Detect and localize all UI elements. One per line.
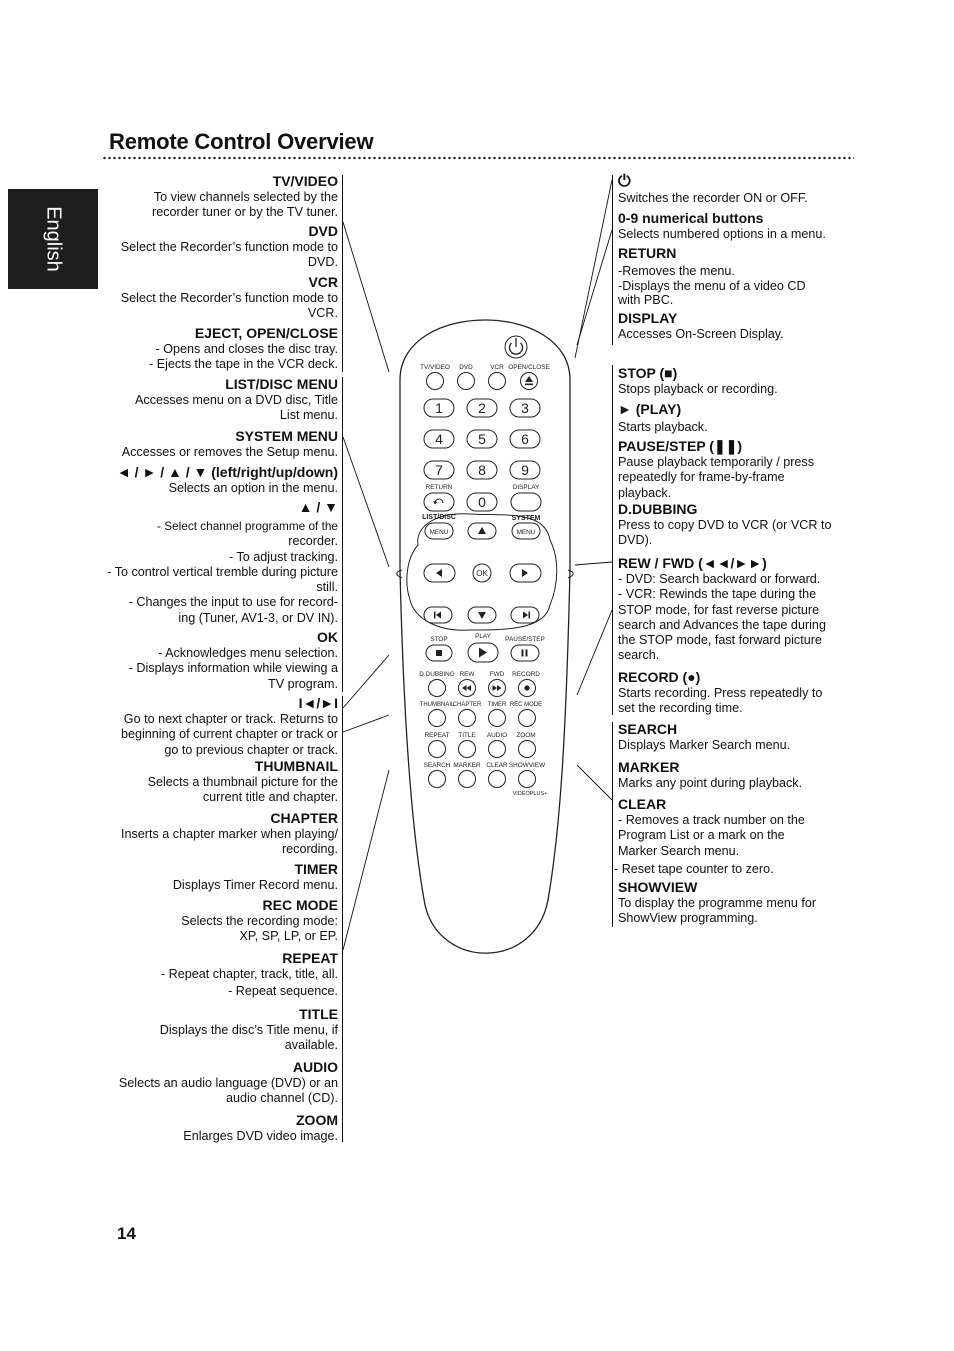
videoplus-logo: VIDEOPLUS+ <box>512 791 548 797</box>
lbl-marker: MARKER <box>453 762 481 769</box>
clear-button[interactable] <box>489 771 506 788</box>
audio-button[interactable] <box>489 741 506 758</box>
lbl-rec-mode: REC MODE <box>509 702 543 708</box>
lbl-vcr: VCR <box>490 364 504 371</box>
lbl-menu: MENU <box>516 529 536 536</box>
digit-label: 1 <box>435 400 443 416</box>
lbl-fwd: FWD <box>489 671 505 678</box>
desc-line: set the recording time. <box>618 701 743 716</box>
digit-label: 2 <box>478 400 486 416</box>
desc-line: still. <box>316 580 338 595</box>
desc-title: TITLE <box>299 1006 338 1022</box>
desc-line: search. <box>618 648 660 663</box>
lbl-title: TITLE <box>458 732 476 739</box>
desc-line: Enlarges DVD video image. <box>183 1129 338 1143</box>
d-dubbing-button[interactable] <box>429 680 446 697</box>
lbl-showview: SHOWVIEW <box>508 762 546 769</box>
desc-line: Select the Recorder’s function mode to <box>120 291 338 305</box>
tv-video-button[interactable] <box>427 373 444 390</box>
desc-line: Displays the disc’s Title menu, if <box>159 1023 338 1037</box>
desc-title: EJECT, OPEN/CLOSE <box>194 325 338 341</box>
left-button[interactable] <box>424 564 455 582</box>
desc-line: recorder tuner or by the TV tuner. <box>152 205 338 220</box>
lbl-chapter: CHAPTER <box>452 702 482 708</box>
previous-chapter-button[interactable] <box>424 607 452 623</box>
desc-line: - Ejects the tape in the VCR deck. <box>149 357 338 372</box>
desc-line: - Displays information while viewing a <box>128 661 338 676</box>
desc-line: with PBC. <box>618 292 674 307</box>
dvd-button[interactable] <box>458 373 475 390</box>
desc-title: TV/VIDEO <box>272 173 338 189</box>
digit-label: 5 <box>478 431 486 447</box>
desc-line: -Displays the menu of a video CD <box>618 279 806 294</box>
zoom-button[interactable] <box>519 741 536 758</box>
lbl-d-dubbing: D.DUBBING <box>419 671 455 678</box>
lbl-repeat: REPEAT <box>424 732 450 739</box>
lbl-clear: CLEAR <box>486 762 508 769</box>
desc-title: OK <box>317 629 338 645</box>
desc-title: ▲ / ▼ <box>298 499 338 515</box>
stop-button[interactable] <box>426 645 452 661</box>
lbl-display: DISPLAY <box>512 484 540 491</box>
power-button[interactable] <box>505 336 527 358</box>
desc-line: - DVD: Search backward or forward. <box>618 572 821 586</box>
lbl-timer: TIMER <box>487 702 507 708</box>
lbl-pause-step: PAUSE/STEP <box>505 636 545 643</box>
desc-line: Select the Recorder’s function mode to <box>120 240 338 254</box>
desc-line: search and Advances the tape during <box>618 617 826 632</box>
desc-title: MARKER <box>618 759 680 775</box>
display-button[interactable] <box>511 493 541 511</box>
return-button[interactable] <box>424 493 454 511</box>
desc-line: Switches the recorder ON or OFF. <box>618 191 808 205</box>
desc-line: - Changes the input to use for record- <box>128 595 338 610</box>
desc-line: Selects numbered options in a menu. <box>618 227 826 241</box>
desc-title: SHOWVIEW <box>618 879 698 895</box>
thumbnail-button[interactable] <box>429 710 446 727</box>
desc-line: Stops playback or recording. <box>618 382 778 396</box>
lbl-play: PLAY <box>475 633 491 640</box>
lbl-dvd: DVD <box>459 364 473 371</box>
desc-line: the STOP mode, fast forward picture <box>618 633 822 648</box>
desc-line: - To control vertical tremble during picture <box>107 564 338 579</box>
marker-button[interactable] <box>459 771 476 788</box>
desc-line: - Select channel programme of the <box>157 519 338 533</box>
lbl-tv-video: TV/VIDEO <box>420 364 450 371</box>
desc-line: To display the programme menu for <box>618 896 817 910</box>
desc-line: repeatedly for frame-by-frame <box>618 470 785 485</box>
desc-line: DVD). <box>618 533 653 548</box>
desc-title: RETURN <box>618 245 677 261</box>
desc-title: ► (PLAY) <box>618 401 682 417</box>
desc-line: Press to copy DVD to VCR (or VCR to <box>618 518 832 532</box>
lbl-thumbnail: THUMBNAIL <box>419 702 455 708</box>
desc-title: ◄ / ► / ▲ / ▼ (left/right/up/down) <box>116 464 338 480</box>
timer-button[interactable] <box>489 710 506 727</box>
rew-button[interactable] <box>459 680 476 697</box>
desc-line: beginning of current chapter or track or <box>120 727 338 742</box>
desc-title: REC MODE <box>262 897 338 913</box>
desc-title: 0-9 numerical buttons <box>618 210 764 226</box>
lbl-ok: OK <box>476 569 488 578</box>
rec-mode-button[interactable] <box>519 710 536 727</box>
lbl-system: SYSTEM <box>511 515 541 522</box>
desc-line: VCR. <box>307 306 338 321</box>
title-button[interactable] <box>459 741 476 758</box>
desc-title: RECORD (●) <box>618 669 701 685</box>
desc-title: SEARCH <box>618 721 678 737</box>
next-chapter-button[interactable] <box>511 607 539 623</box>
search-button[interactable] <box>429 771 446 788</box>
desc-line: Accesses menu on a DVD disc, Title <box>135 393 338 407</box>
record-button[interactable] <box>519 680 536 697</box>
desc-line: Selects an audio language (DVD) or an <box>118 1076 338 1090</box>
desc-line: Program List or a mark on the <box>618 828 785 843</box>
lbl-audio: AUDIO <box>486 732 508 739</box>
desc-title: REPEAT <box>282 950 338 966</box>
desc-title: REW / FWD (◄◄/►►) <box>618 555 767 571</box>
desc-line: Go to next chapter or track. Returns to <box>123 712 338 726</box>
desc-line: STOP mode, for fast reverse picture <box>618 602 820 617</box>
desc-line: Starts recording. Press repeatedly to <box>618 686 823 700</box>
desc-line: - To adjust tracking. <box>229 549 338 564</box>
desc-title: D.DUBBING <box>618 501 698 517</box>
desc-line: TV program. <box>268 676 338 691</box>
desc-line: available. <box>284 1038 338 1053</box>
desc-line: List menu. <box>279 408 338 423</box>
desc-line: To view channels selected by the <box>153 190 338 204</box>
desc-title: AUDIO <box>292 1059 338 1075</box>
desc-line: - Acknowledges menu selection. <box>158 646 338 660</box>
desc-line: recorder. <box>288 534 338 549</box>
desc-title: ZOOM <box>296 1112 338 1128</box>
chapter-button[interactable] <box>459 710 476 727</box>
digit-label: 6 <box>521 431 529 447</box>
play-button[interactable] <box>468 643 498 662</box>
desc-line: - Removes a track number on the <box>618 813 805 827</box>
desc-line: Marker Search menu. <box>618 843 740 858</box>
right-button[interactable] <box>510 564 541 582</box>
down-button[interactable] <box>468 607 496 623</box>
lbl-search: SEARCH <box>423 762 451 769</box>
desc-line: playback. <box>618 485 672 500</box>
lbl-stop: STOP <box>430 636 448 643</box>
desc-title: STOP (■) <box>618 365 678 381</box>
power-icon: ⏻ <box>618 173 631 190</box>
language-tab-label: English <box>42 206 65 272</box>
desc-line: ShowView programming. <box>618 911 758 926</box>
desc-line: Marks any point during playback. <box>618 776 803 790</box>
digit-label: 3 <box>521 400 529 416</box>
desc-line: Accesses On-Screen Display. <box>618 327 784 341</box>
digit-label: 9 <box>521 462 529 478</box>
desc-title: CHAPTER <box>270 810 338 826</box>
lbl-return: RETURN <box>425 484 453 491</box>
desc-title: PAUSE/STEP (❚❚) <box>618 438 743 454</box>
desc-line: Selects a thumbnail picture for the <box>147 775 338 789</box>
desc-title: VCR <box>308 274 338 290</box>
eject-button[interactable] <box>521 373 538 390</box>
lbl-rew: REW <box>459 671 475 678</box>
desc-title: DISPLAY <box>618 310 678 326</box>
desc-line: DVD. <box>307 255 338 270</box>
desc-line: - Repeat sequence. <box>228 984 338 999</box>
desc-title: THUMBNAIL <box>254 758 338 774</box>
desc-title: LIST/DISC MENU <box>225 376 338 392</box>
desc-line: - Repeat chapter, track, title, all. <box>160 967 338 981</box>
ok-button[interactable] <box>473 564 491 582</box>
digit-label: 7 <box>435 462 443 478</box>
page-number: 14 <box>117 1224 136 1243</box>
lbl-open-close: OPEN/CLOSE <box>508 364 550 371</box>
desc-line: current title and chapter. <box>202 790 338 805</box>
desc-line: Displays Marker Search menu. <box>618 738 791 752</box>
digit-label: 4 <box>435 431 443 447</box>
desc-line: go to previous chapter or track. <box>164 742 338 757</box>
desc-line: - Opens and closes the disc tray. <box>155 342 338 356</box>
desc-line: Selects an option in the menu. <box>168 481 338 495</box>
lbl-record: RECORD <box>512 671 540 678</box>
desc-line: -Removes the menu. <box>618 264 735 278</box>
desc-line: Inserts a chapter marker when playing/ <box>121 827 338 841</box>
lbl-menu: MENU <box>429 529 449 536</box>
repeat-button[interactable] <box>429 741 446 758</box>
vcr-button[interactable] <box>489 373 506 390</box>
desc-line: - Reset tape counter to zero. <box>614 861 774 876</box>
fwd-button[interactable] <box>489 680 506 697</box>
digit-label: 0 <box>478 494 486 510</box>
desc-line: - VCR: Rewinds the tape during the <box>618 587 817 602</box>
desc-line: XP, SP, LP, or EP. <box>239 929 338 944</box>
desc-line: ing (Tuner, AV1-3, or DV IN). <box>178 610 338 625</box>
lbl-list-disc: LIST/DISC <box>422 514 456 521</box>
digit-label: 8 <box>478 462 486 478</box>
showview-button[interactable] <box>519 771 536 788</box>
desc-title: SYSTEM MENU <box>235 428 338 444</box>
desc-line: Displays Timer Record menu. <box>172 878 338 892</box>
up-button[interactable] <box>468 523 496 539</box>
lbl-zoom: ZOOM <box>516 732 536 739</box>
desc-title: I◄/►I <box>298 695 338 711</box>
desc-line: Starts playback. <box>618 420 708 434</box>
desc-line: Accesses or removes the Setup menu. <box>121 445 338 459</box>
desc-title: CLEAR <box>618 796 667 812</box>
pause-step-button[interactable] <box>511 645 539 661</box>
desc-line: audio channel (CD). <box>225 1091 338 1106</box>
desc-line: recording. <box>281 842 338 857</box>
desc-line: Pause playback temporarily / press <box>618 455 814 469</box>
desc-title: DVD <box>308 223 338 239</box>
page-title: Remote Control Overview <box>109 129 374 154</box>
desc-line: Selects the recording mode: <box>181 914 338 928</box>
desc-title: TIMER <box>294 861 338 877</box>
